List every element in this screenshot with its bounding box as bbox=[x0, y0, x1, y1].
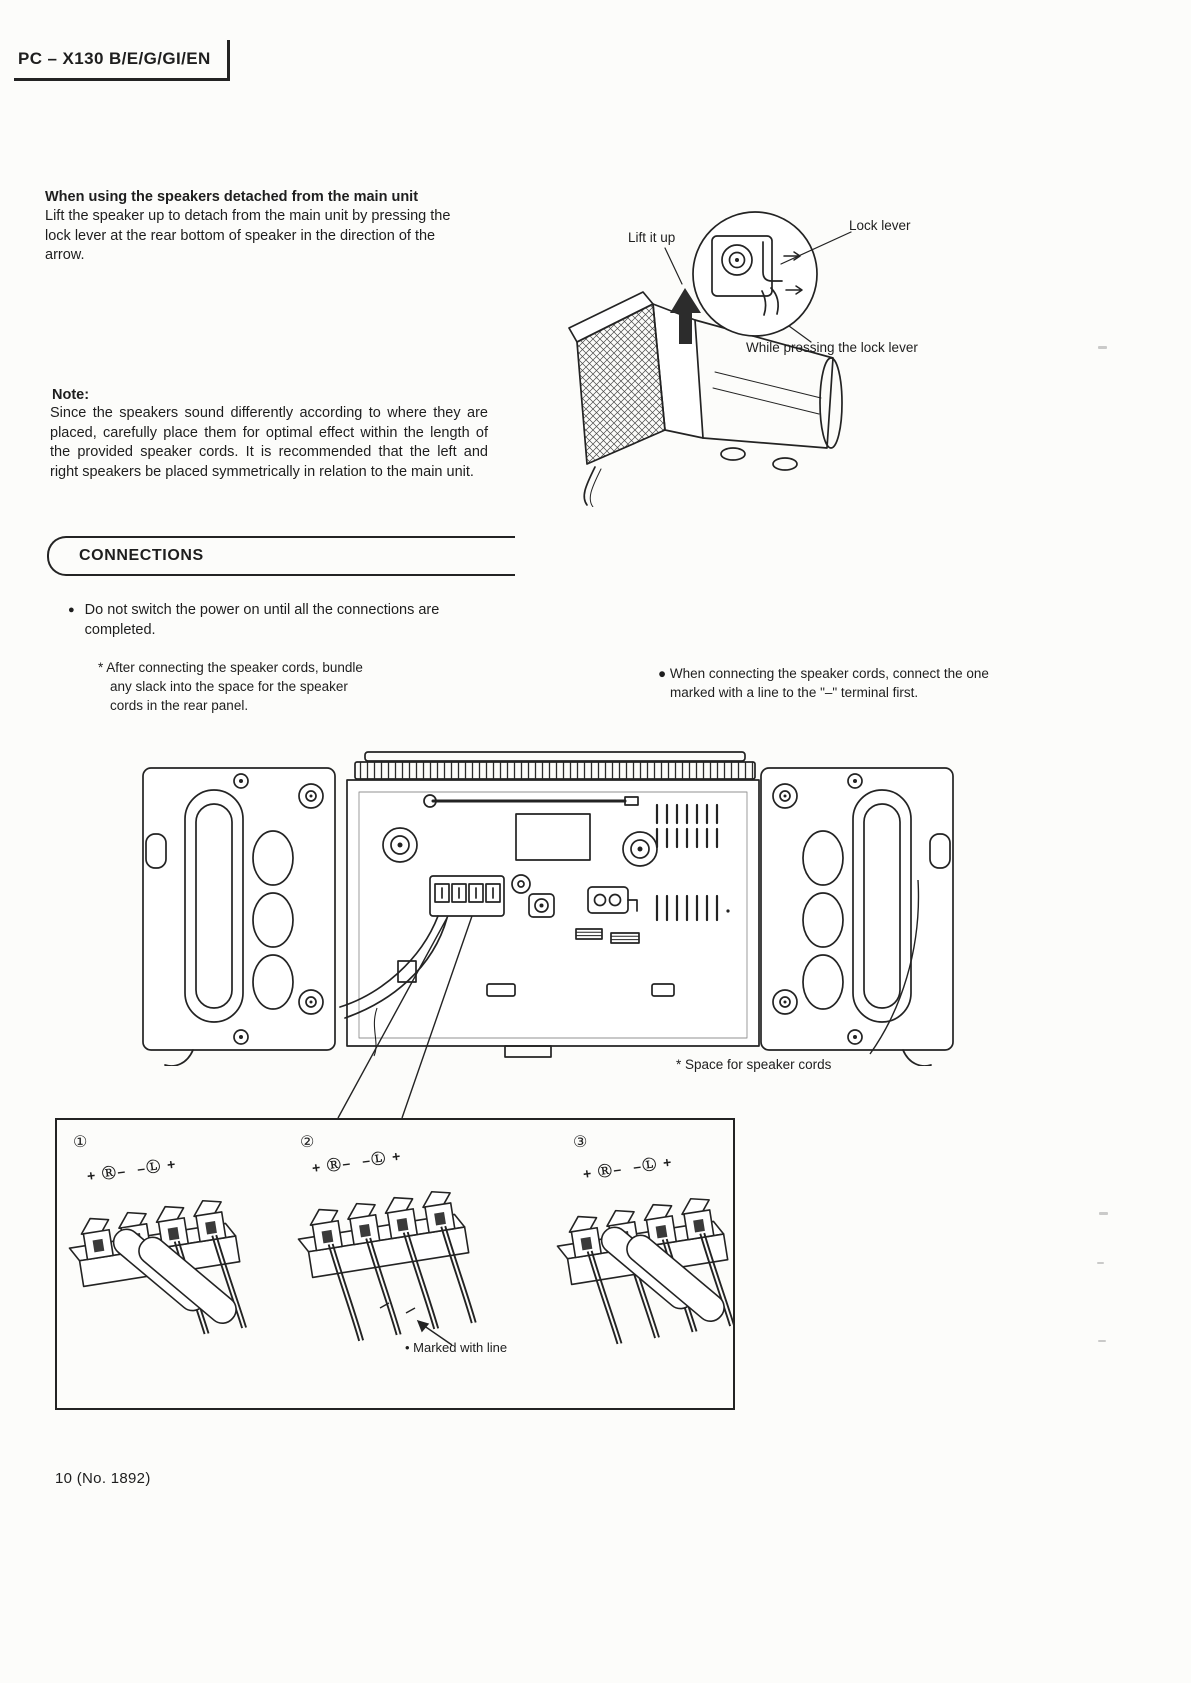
detach-section-body: Lift the speaker up to detach from the main unit by pressing the lock lever at the rear bottom of speaker in the direction of the arrow. bbox=[45, 208, 451, 264]
connections-bullet-item bbox=[68, 601, 472, 640]
detach-section-heading: When using the speakers detached from the main unit bbox=[45, 189, 419, 205]
step-2-number: ② bbox=[300, 1134, 315, 1151]
label-lock-lever: Lock lever bbox=[849, 218, 911, 233]
step-3-terminal-labels: + Ⓡ– –Ⓛ + bbox=[581, 1153, 674, 1182]
label-space-for-speaker-cords: * Space for speaker cords bbox=[676, 1057, 832, 1072]
step-2-illustration bbox=[292, 1175, 517, 1360]
scan-artifact-dash bbox=[1097, 1262, 1104, 1264]
scan-artifact-dash bbox=[1099, 1212, 1108, 1215]
speaker-terminal-block bbox=[430, 876, 504, 916]
main-unit-rear bbox=[340, 752, 759, 1057]
left-speaker-rear bbox=[143, 768, 335, 1066]
note-bundle-slack: * After connecting the speaker cords, bundle any slack into the space for the speaker cords in the rear panel. bbox=[98, 660, 363, 714]
step-1-illustration bbox=[67, 1182, 292, 1357]
marked-wire-arrow bbox=[380, 1303, 452, 1345]
connections-bullet-text: Do not switch the power on until all the connections are completed. bbox=[84, 602, 440, 638]
note-marked-line-first: ● When connecting the speaker cords, connect the one marked with a line to the "–" terminal first. bbox=[658, 666, 989, 701]
step-1-terminal-labels: + Ⓡ– –Ⓛ + bbox=[85, 1155, 178, 1184]
step-2-terminal-labels: + Ⓡ– –Ⓛ + bbox=[310, 1147, 403, 1176]
label-while-pressing-lock-lever: While pressing the lock lever bbox=[746, 340, 918, 355]
connections-title: CONNECTIONS bbox=[79, 547, 204, 564]
note-heading: Note: bbox=[52, 387, 90, 403]
scan-artifact-dash bbox=[1098, 1340, 1106, 1342]
connection-steps-box bbox=[55, 1118, 735, 1410]
step-3-illustration bbox=[555, 1180, 780, 1355]
lock-lever-detail-circle bbox=[693, 212, 817, 336]
label-marked-with-line: • Marked with line bbox=[405, 1340, 508, 1355]
bullet-icon: ● bbox=[68, 604, 75, 616]
model-number-box bbox=[14, 40, 230, 81]
right-speaker-rear bbox=[761, 768, 953, 1066]
scan-artifact-dash bbox=[1098, 346, 1107, 349]
step-1-number: ① bbox=[73, 1134, 88, 1151]
model-number: PC – X130 B/E/G/GI/EN bbox=[18, 49, 211, 68]
note-body: Since the speakers sound differently according to where they are placed, carefully place them for optimal effect within the length of the provided speaker cords. It is recommended that the left and right speakers be placed symmetrically in relation to the main unit. bbox=[50, 405, 488, 480]
step-3-number: ③ bbox=[573, 1134, 588, 1151]
connections-section-heading bbox=[47, 536, 515, 576]
page-number: 10 (No. 1892) bbox=[55, 1470, 151, 1487]
label-lift-it-up: Lift it up bbox=[628, 230, 676, 245]
rear-panel-illustration bbox=[133, 748, 963, 1066]
